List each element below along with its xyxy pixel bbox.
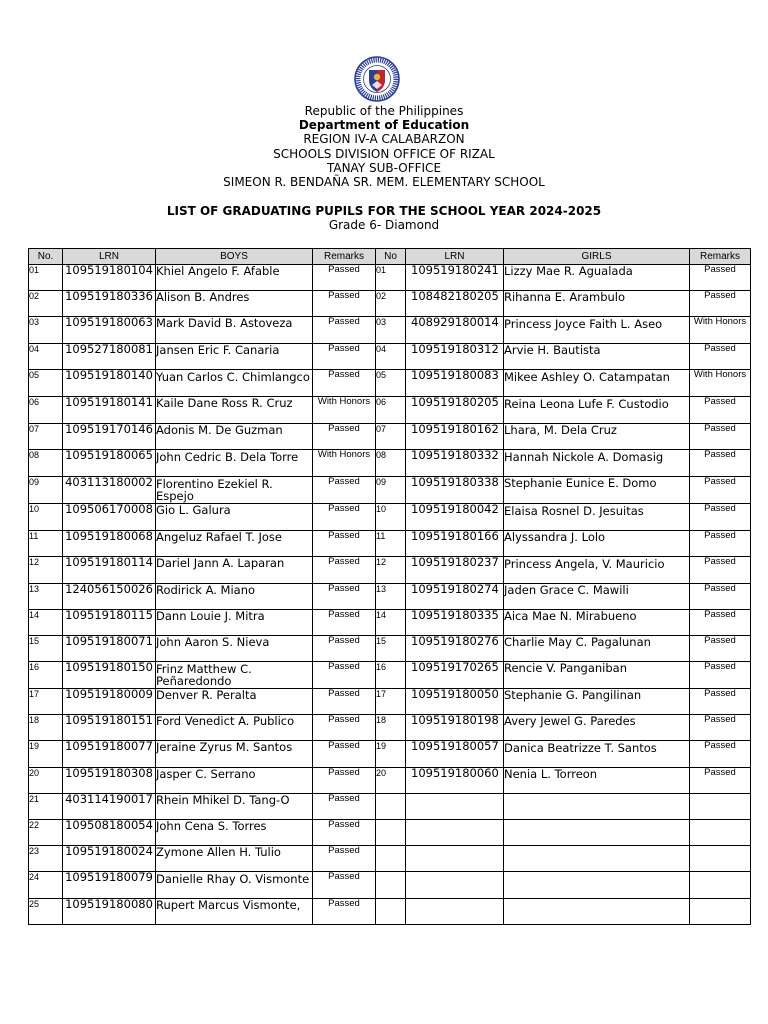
table-row (29, 610, 751, 636)
boy-name: Rodirick A. Miano (156, 584, 313, 610)
girl-name: Rihanna E. Arambulo (504, 291, 690, 317)
boy-name: Jansen Eric F. Canaria (156, 344, 313, 370)
boy-lrn: 109519180063 (63, 317, 156, 344)
boy-number: 25 (29, 899, 63, 925)
boy-number: 02 (29, 291, 63, 317)
header-region: REGION IV-A CALABARZON (303, 132, 465, 147)
boy-name: Zymone Allen H. Tulio (156, 846, 313, 872)
boy-lrn: 109519180024 (63, 846, 156, 872)
boy-name: Ford Venedict A. Publico (156, 715, 313, 741)
grade-section: Grade 6- Diamond (328, 218, 440, 232)
boy-remarks: Passed (313, 610, 376, 636)
col-no: No. (29, 249, 63, 265)
boy-name: Kaile Dane Ross R. Cruz (156, 397, 313, 424)
table-row (29, 636, 751, 662)
girl-remarks: Passed (690, 768, 751, 794)
girl-name: Lizzy Mae R. Agualada (504, 265, 690, 291)
girl-number: 12 (376, 557, 406, 584)
table-row (29, 397, 751, 424)
boy-number: 12 (29, 557, 63, 584)
girl-lrn: 109519180050 (406, 689, 504, 715)
empty-cell (504, 794, 690, 820)
boy-remarks: Passed (313, 291, 376, 317)
girl-remarks: Passed (690, 689, 751, 715)
girl-remarks: Passed (690, 557, 751, 584)
header-sub-office: TANAY SUB-OFFICE (326, 160, 442, 175)
girl-remarks: Passed (690, 265, 751, 291)
girl-name: Alyssandra J. Lolo (504, 531, 690, 557)
boy-number: 09 (29, 477, 63, 504)
empty-cell (690, 820, 751, 846)
empty-cell (376, 794, 406, 820)
girl-number: 19 (376, 741, 406, 768)
boy-lrn: 109519180141 (63, 397, 156, 424)
empty-cell (406, 794, 504, 820)
boy-remarks: Passed (313, 344, 376, 370)
boy-name: Dariel Jann A. Laparan (156, 557, 313, 584)
boy-remarks: Passed (313, 265, 376, 291)
col-boys: BOYS (156, 249, 313, 265)
girl-number: 17 (376, 689, 406, 715)
boy-remarks: Passed (313, 477, 376, 504)
header-republic: Republic of the Philippines (304, 104, 464, 118)
table-row (29, 504, 751, 531)
girl-lrn: 109519180042 (406, 504, 504, 531)
boy-remarks: Passed (313, 531, 376, 557)
boy-number: 15 (29, 636, 63, 662)
boy-number: 22 (29, 820, 63, 846)
girl-lrn: 109519180060 (406, 768, 504, 794)
table-row (29, 741, 751, 768)
girl-number: 02 (376, 291, 406, 317)
girl-number: 10 (376, 504, 406, 531)
boy-lrn: 403113180002 (63, 477, 156, 504)
empty-cell (690, 794, 751, 820)
boy-number: 04 (29, 344, 63, 370)
boy-name: Jasper C. Serrano (156, 768, 313, 794)
girl-remarks: Passed (690, 477, 751, 504)
boy-remarks: Passed (313, 424, 376, 450)
boy-name: Jeraine Zyrus M. Santos (156, 741, 313, 768)
table-row (29, 317, 751, 344)
boy-remarks: Passed (313, 689, 376, 715)
boy-remarks: Passed (313, 662, 376, 689)
col-remarks-boys: Remarks (313, 249, 376, 265)
boy-number: 21 (29, 794, 63, 820)
empty-cell (504, 872, 690, 899)
col-lrn-boys: LRN (63, 249, 156, 265)
girl-number: 01 (376, 265, 406, 291)
boy-number: 17 (29, 689, 63, 715)
boy-name: Adonis M. De Guzman (156, 424, 313, 450)
table-row (29, 344, 751, 370)
boy-lrn: 109519180150 (63, 662, 156, 689)
girl-name: Jaden Grace C. Mawili (504, 584, 690, 610)
empty-cell (406, 820, 504, 846)
girl-remarks: Passed (690, 662, 751, 689)
boy-lrn: 124056150026 (63, 584, 156, 610)
girl-name: Reina Leona Lufe F. Custodio (504, 397, 690, 424)
girl-remarks: Passed (690, 344, 751, 370)
table-row (29, 768, 751, 794)
table-row (29, 689, 751, 715)
table-row (29, 531, 751, 557)
table-row (29, 715, 751, 741)
boy-number: 03 (29, 317, 63, 344)
girl-lrn: 109519180335 (406, 610, 504, 636)
boy-lrn: 109519180077 (63, 741, 156, 768)
girl-remarks: Passed (690, 291, 751, 317)
boy-name: Angeluz Rafael T. Jose (156, 531, 313, 557)
boy-remarks: Passed (313, 557, 376, 584)
girl-name: Rencie V. Panganiban (504, 662, 690, 689)
empty-cell (376, 820, 406, 846)
boy-lrn: 109519180308 (63, 768, 156, 794)
girl-name: Stephanie G. Pangilinan (504, 689, 690, 715)
boy-name: Florentino Ezekiel R. Espejo (156, 477, 313, 504)
empty-cell (376, 846, 406, 872)
graduates-table (28, 248, 751, 925)
girl-remarks: Passed (690, 504, 751, 531)
boy-lrn: 109519180336 (63, 291, 156, 317)
girl-name: Princess Angela, V. Mauricio (504, 557, 690, 584)
boy-remarks: Passed (313, 636, 376, 662)
boy-remarks: Passed (313, 846, 376, 872)
header-school: SIMEON R. BENDAÑA SR. MEM. ELEMENTARY SCHOOL (223, 175, 545, 190)
boy-lrn: 109527180081 (63, 344, 156, 370)
boy-number: 18 (29, 715, 63, 741)
col-girls: GIRLS (504, 249, 690, 265)
empty-cell (376, 899, 406, 925)
girl-lrn: 109519180205 (406, 397, 504, 424)
boy-lrn: 109519180009 (63, 689, 156, 715)
empty-cell (504, 846, 690, 872)
girl-number: 07 (376, 424, 406, 450)
boy-name: Alison B. Andres (156, 291, 313, 317)
col-remarks-girls: Remarks (690, 249, 751, 265)
boy-number: 23 (29, 846, 63, 872)
girl-name: Aica Mae N. Mirabueno (504, 610, 690, 636)
boy-remarks: Passed (313, 584, 376, 610)
boy-lrn: 109519180071 (63, 636, 156, 662)
girl-lrn: 109519180198 (406, 715, 504, 741)
empty-cell (406, 846, 504, 872)
girl-remarks: Passed (690, 584, 751, 610)
boy-lrn: 109508180054 (63, 820, 156, 846)
document-header (0, 104, 768, 189)
boy-number: 08 (29, 450, 63, 477)
girl-number: 06 (376, 397, 406, 424)
table-row (29, 872, 751, 899)
boy-remarks: Passed (313, 872, 376, 899)
boy-name: John Cedric B. Dela Torre (156, 450, 313, 477)
boy-remarks: Passed (313, 504, 376, 531)
empty-cell (690, 899, 751, 925)
boy-number: 10 (29, 504, 63, 531)
table-row (29, 584, 751, 610)
girl-name: Hannah Nickole A. Domasig (504, 450, 690, 477)
empty-cell (690, 846, 751, 872)
girl-remarks: Passed (690, 397, 751, 424)
girl-remarks: Passed (690, 715, 751, 741)
boy-number: 11 (29, 531, 63, 557)
table-row (29, 846, 751, 872)
boy-name: Khiel Angelo F. Afable (156, 265, 313, 291)
girl-name: Avery Jewel G. Paredes (504, 715, 690, 741)
boy-lrn: 109519180140 (63, 370, 156, 397)
boy-lrn: 109519180115 (63, 610, 156, 636)
boy-remarks: Passed (313, 820, 376, 846)
boy-lrn: 109519180068 (63, 531, 156, 557)
boy-name: John Cena S. Torres (156, 820, 313, 846)
boy-number: 20 (29, 768, 63, 794)
table-row (29, 557, 751, 584)
table-header-row (29, 249, 751, 265)
boy-name: Rhein Mhikel D. Tang-O (156, 794, 313, 820)
table-row (29, 291, 751, 317)
boy-name: John Aaron S. Nieva (156, 636, 313, 662)
girl-name: Nenia L. Torreon (504, 768, 690, 794)
boy-name: Mark David B. Astoveza (156, 317, 313, 344)
girl-number: 14 (376, 610, 406, 636)
col-no-girls: No (376, 249, 406, 265)
girl-lrn: 109519180312 (406, 344, 504, 370)
girl-name: Mikee Ashley O. Catampatan (504, 370, 690, 397)
girl-remarks: Passed (690, 636, 751, 662)
girl-remarks: Passed (690, 741, 751, 768)
girl-remarks: With Honors (690, 317, 751, 344)
girl-number: 09 (376, 477, 406, 504)
boy-remarks: Passed (313, 768, 376, 794)
boy-lrn: 403114190017 (63, 794, 156, 820)
girl-name: Danica Beatrizze T. Santos (504, 741, 690, 768)
girl-lrn: 109519180241 (406, 265, 504, 291)
boy-lrn: 109519170146 (63, 424, 156, 450)
table-body (29, 265, 751, 925)
boy-remarks: Passed (313, 317, 376, 344)
table-row (29, 820, 751, 846)
boy-remarks: With Honors (313, 397, 376, 424)
girl-lrn: 109519180332 (406, 450, 504, 477)
girl-name: Stephanie Eunice E. Domo (504, 477, 690, 504)
boy-name: Yuan Carlos C. Chimlangco (156, 370, 313, 397)
boy-remarks: Passed (313, 899, 376, 925)
boy-number: 13 (29, 584, 63, 610)
girl-lrn: 109519180274 (406, 584, 504, 610)
girl-number: 05 (376, 370, 406, 397)
girl-number: 04 (376, 344, 406, 370)
girl-number: 18 (376, 715, 406, 741)
boy-lrn: 109519180151 (63, 715, 156, 741)
header-division: SCHOOLS DIVISION OFFICE OF RIZAL (273, 146, 495, 161)
boy-lrn: 109519180080 (63, 899, 156, 925)
girl-lrn: 109519180083 (406, 370, 504, 397)
boy-number: 07 (29, 424, 63, 450)
table-row (29, 265, 751, 291)
boy-lrn: 109519180065 (63, 450, 156, 477)
girl-name: Elaisa Rosnel D. Jesuitas (504, 504, 690, 531)
boy-lrn: 109519180079 (63, 872, 156, 899)
girl-remarks: Passed (690, 424, 751, 450)
girl-remarks: With Honors (690, 370, 751, 397)
empty-cell (504, 899, 690, 925)
girl-number: 15 (376, 636, 406, 662)
girl-number: 11 (376, 531, 406, 557)
boy-name: Denver R. Peralta (156, 689, 313, 715)
girl-remarks: Passed (690, 531, 751, 557)
girl-number: 13 (376, 584, 406, 610)
girl-lrn: 408929180014 (406, 317, 504, 344)
empty-cell (406, 899, 504, 925)
girl-remarks: Passed (690, 610, 751, 636)
boy-number: 16 (29, 662, 63, 689)
boy-name: Dann Louie J. Mitra (156, 610, 313, 636)
boy-lrn: 109519180114 (63, 557, 156, 584)
document-title (0, 204, 768, 232)
table-row (29, 450, 751, 477)
boy-name: Gio L. Galura (156, 504, 313, 531)
girl-lrn: 109519170265 (406, 662, 504, 689)
list-title: LIST OF GRADUATING PUPILS FOR THE SCHOOL YEAR 2024-2025 (166, 204, 602, 218)
girl-name: Princess Joyce Faith L. Aseo (504, 317, 690, 344)
boy-number: 19 (29, 741, 63, 768)
boy-number: 14 (29, 610, 63, 636)
boy-number: 01 (29, 265, 63, 291)
girl-lrn: 109519180057 (406, 741, 504, 768)
table-row (29, 794, 751, 820)
table-row (29, 370, 751, 397)
table-row (29, 477, 751, 504)
girl-lrn: 109519180162 (406, 424, 504, 450)
deped-seal-icon (354, 56, 400, 102)
boy-number: 05 (29, 370, 63, 397)
header-department: Department of Education (298, 118, 470, 133)
boy-remarks: With Honors (313, 450, 376, 477)
boy-remarks: Passed (313, 715, 376, 741)
girl-remarks: Passed (690, 450, 751, 477)
girl-name: Charlie May C. Pagalunan (504, 636, 690, 662)
boy-remarks: Passed (313, 794, 376, 820)
table-row (29, 662, 751, 689)
boy-number: 06 (29, 397, 63, 424)
empty-cell (376, 872, 406, 899)
empty-cell (504, 820, 690, 846)
boy-remarks: Passed (313, 741, 376, 768)
empty-cell (406, 872, 504, 899)
girl-number: 08 (376, 450, 406, 477)
girl-name: Arvie H. Bautista (504, 344, 690, 370)
girl-lrn: 109519180166 (406, 531, 504, 557)
boy-name: Danielle Rhay O. Vismonte (156, 872, 313, 899)
boy-number: 24 (29, 872, 63, 899)
table-row (29, 424, 751, 450)
girl-lrn: 109519180338 (406, 477, 504, 504)
boy-lrn: 109519180104 (63, 265, 156, 291)
boy-name: Rupert Marcus Vismonte, (156, 899, 313, 925)
girl-lrn: 109519180237 (406, 557, 504, 584)
girl-number: 20 (376, 768, 406, 794)
boy-name: Frinz Matthew C. Peñaredondo (156, 662, 313, 689)
girl-name: Lhara, M. Dela Cruz (504, 424, 690, 450)
boy-remarks: Passed (313, 370, 376, 397)
girl-number: 03 (376, 317, 406, 344)
girl-lrn: 108482180205 (406, 291, 504, 317)
col-lrn-girls: LRN (406, 249, 504, 265)
boy-lrn: 109506170008 (63, 504, 156, 531)
girl-number: 16 (376, 662, 406, 689)
girl-lrn: 109519180276 (406, 636, 504, 662)
table-row (29, 899, 751, 925)
empty-cell (690, 872, 751, 899)
